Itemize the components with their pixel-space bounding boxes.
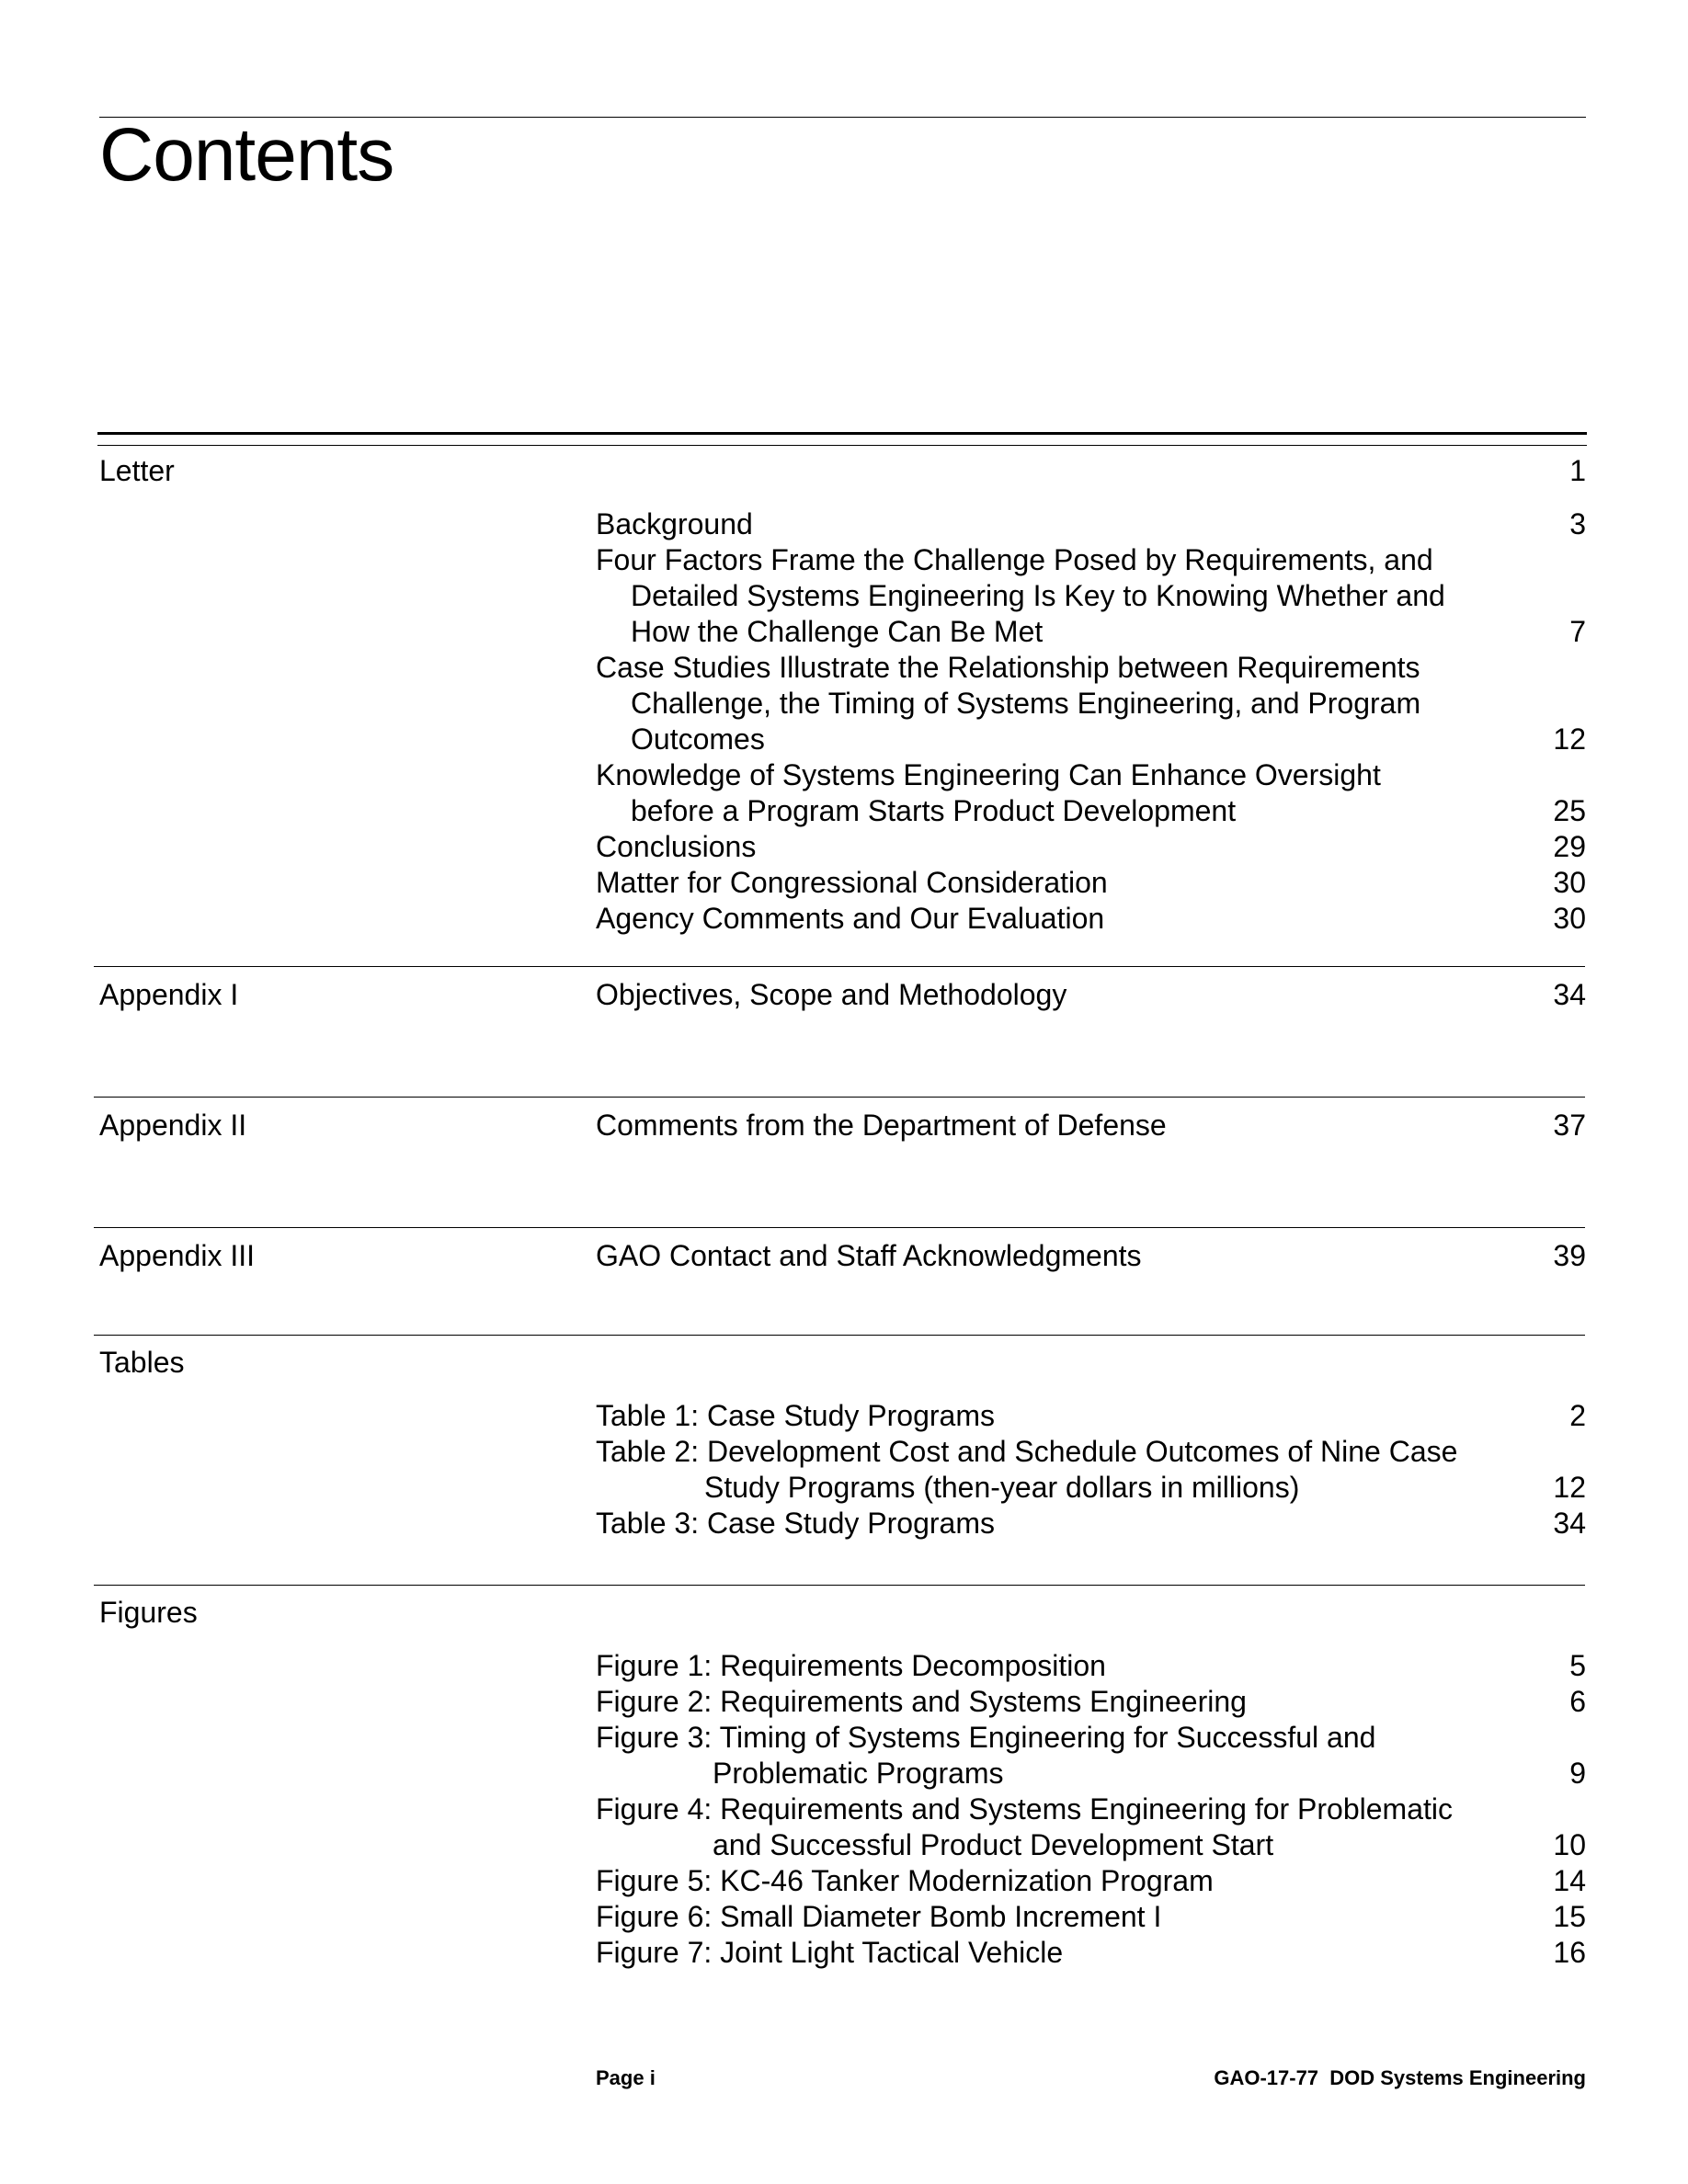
- entry-page: 12: [1553, 722, 1586, 756]
- entry-line-text: Outcomes: [631, 722, 765, 756]
- toc-entry[interactable]: [596, 829, 1586, 865]
- entry-line-text: Conclusions: [596, 830, 757, 863]
- entry-line-text: Agency Comments and Our Evaluation: [596, 902, 1105, 935]
- entry-line: Table 2: Development Cost and Schedule Outcomes of Nine Case: [596, 1435, 1458, 1468]
- entry-line: Knowledge of Systems Engineering Can Enhance Oversight: [596, 758, 1381, 791]
- entry-line: Background: [596, 507, 753, 540]
- section-label-appendix-3: Appendix III: [99, 1239, 255, 1272]
- entry-line-text: Matter for Congressional Consideration: [596, 866, 1108, 899]
- toc-entry[interactable]: [596, 1108, 1586, 1143]
- entry-line: [596, 1684, 1586, 1720]
- entry-line: [596, 977, 1586, 1013]
- section-label-appendix-1: Appendix I: [99, 978, 239, 1011]
- entry-line: [596, 829, 1586, 865]
- entry-line: [596, 1863, 1586, 1899]
- toc-entry[interactable]: [596, 650, 1586, 757]
- section-page-letter[interactable]: 1: [1569, 454, 1586, 487]
- page-title: Contents: [99, 113, 394, 197]
- entry-line-text: Study Programs (then-year dollars in millions): [704, 1471, 1300, 1504]
- entry-line-text: Problematic Programs: [713, 1757, 1004, 1790]
- entry-line: Challenge, the Timing of Systems Engineering, and Program: [631, 687, 1421, 720]
- contents-double-rule-bottom: [97, 445, 1587, 446]
- toc-entry[interactable]: [596, 1506, 1586, 1541]
- entry-page: 25: [1553, 794, 1586, 827]
- entry-line: Case Studies Illustrate the Relationship between Requirements: [596, 651, 1420, 684]
- entry-line: [596, 865, 1586, 901]
- toc-entry[interactable]: [596, 977, 1586, 1013]
- footer-report-label: GAO-17-77 DOD Systems Engineering: [1214, 2066, 1586, 2089]
- toc-entry[interactable]: [596, 1792, 1586, 1863]
- toc-entry[interactable]: [596, 1238, 1586, 1274]
- entry-line: [596, 722, 1586, 757]
- entry-line: [596, 1935, 1586, 1971]
- entry-line: Four Factors Frame the Challenge Posed by Requirements, and: [596, 543, 1433, 576]
- section-label-appendix-2: Appendix II: [99, 1109, 247, 1142]
- entry-line: [596, 1398, 1586, 1434]
- section-divider: [94, 966, 1585, 967]
- entry-line-text: Figure 7: Joint Light Tactical Vehicle: [596, 1936, 1064, 1969]
- entry-page: 29: [1553, 830, 1586, 863]
- entry-line-text: and Successful Product Development Start: [713, 1828, 1274, 1861]
- entry-line: [596, 1238, 1586, 1274]
- section-divider: [94, 1097, 1585, 1098]
- entry-page: 30: [1553, 902, 1586, 935]
- toc-entry[interactable]: [596, 506, 1586, 542]
- toc-entry[interactable]: [596, 1899, 1586, 1935]
- entry-page: 37: [1553, 1109, 1586, 1142]
- entry-page: 5: [1569, 1649, 1586, 1682]
- toc-entry[interactable]: [596, 865, 1586, 901]
- entry-line-text: Figure 1: Requirements Decomposition: [596, 1649, 1106, 1682]
- toc-entry[interactable]: [596, 757, 1586, 829]
- entry-line: Figure 3: Timing of Systems Engineering for Successful and: [596, 1721, 1376, 1754]
- entry-page: 15: [1553, 1900, 1586, 1933]
- entry-page: 16: [1553, 1936, 1586, 1969]
- entry-line: [596, 1756, 1586, 1792]
- entry-line-text: before a Program Starts Product Development: [631, 794, 1237, 827]
- footer-page-label: Page i: [596, 2066, 656, 2089]
- toc-entry[interactable]: [596, 1720, 1586, 1792]
- section-divider: [94, 1335, 1585, 1336]
- entry-page: 10: [1553, 1828, 1586, 1861]
- toc-entry[interactable]: [596, 1648, 1586, 1684]
- entry-line-text: Table 3: Case Study Programs: [596, 1507, 995, 1540]
- entry-line: [596, 1827, 1586, 1863]
- toc-entry[interactable]: [596, 1398, 1586, 1434]
- entry-line-text: How the Challenge Can Be Met: [631, 615, 1044, 648]
- section-label-figures: Figures: [99, 1596, 198, 1629]
- section-divider: [94, 1227, 1585, 1228]
- entry-page: 34: [1553, 1507, 1586, 1540]
- entry-line-text: GAO Contact and Staff Acknowledgments: [596, 1239, 1142, 1272]
- section-label-letter: Letter: [99, 454, 175, 487]
- entry-line-text: Figure 5: KC-46 Tanker Modernization Program: [596, 1864, 1214, 1897]
- entry-line-text: Figure 2: Requirements and Systems Engineering: [596, 1685, 1247, 1718]
- toc-entry[interactable]: [596, 901, 1586, 937]
- entry-line: [596, 901, 1586, 937]
- entry-page: 14: [1553, 1864, 1586, 1897]
- entry-line: [596, 1648, 1586, 1684]
- entry-line: [596, 1470, 1586, 1506]
- entry-line: Detailed Systems Engineering Is Key to Knowing Whether and: [631, 579, 1445, 612]
- toc-entry[interactable]: [596, 542, 1586, 650]
- toc-entry[interactable]: [596, 1684, 1586, 1720]
- entry-line: [596, 1899, 1586, 1935]
- section-divider: [94, 1585, 1585, 1586]
- toc-entry[interactable]: [596, 1434, 1586, 1506]
- entry-line: Figure 4: Requirements and Systems Engineering for Problematic: [596, 1792, 1453, 1826]
- entry-page: 39: [1553, 1239, 1586, 1272]
- entry-page: 9: [1569, 1757, 1586, 1790]
- entry-line-text: Comments from the Department of Defense: [596, 1109, 1167, 1142]
- entry-line: [596, 614, 1586, 650]
- entry-page: 30: [1553, 866, 1586, 899]
- entry-page: 7: [1569, 615, 1586, 648]
- entry-line-text: Figure 6: Small Diameter Bomb Increment I: [596, 1900, 1162, 1933]
- entry-line-text: Table 1: Case Study Programs: [596, 1399, 995, 1432]
- toc-entry[interactable]: [596, 1935, 1586, 1971]
- entry-line-text: Objectives, Scope and Methodology: [596, 978, 1067, 1011]
- section-label-tables: Tables: [99, 1346, 185, 1379]
- entry-page: 3: [1569, 507, 1586, 540]
- entry-line: [596, 1506, 1586, 1541]
- entry-page: 12: [1553, 1471, 1586, 1504]
- entry-page: 34: [1553, 978, 1586, 1011]
- toc-entry[interactable]: [596, 1863, 1586, 1899]
- entry-page: 2: [1569, 1399, 1586, 1432]
- entry-line: [596, 793, 1586, 829]
- entry-page: 6: [1569, 1685, 1586, 1718]
- entry-line: [596, 1108, 1586, 1143]
- contents-double-rule-top: [97, 432, 1587, 435]
